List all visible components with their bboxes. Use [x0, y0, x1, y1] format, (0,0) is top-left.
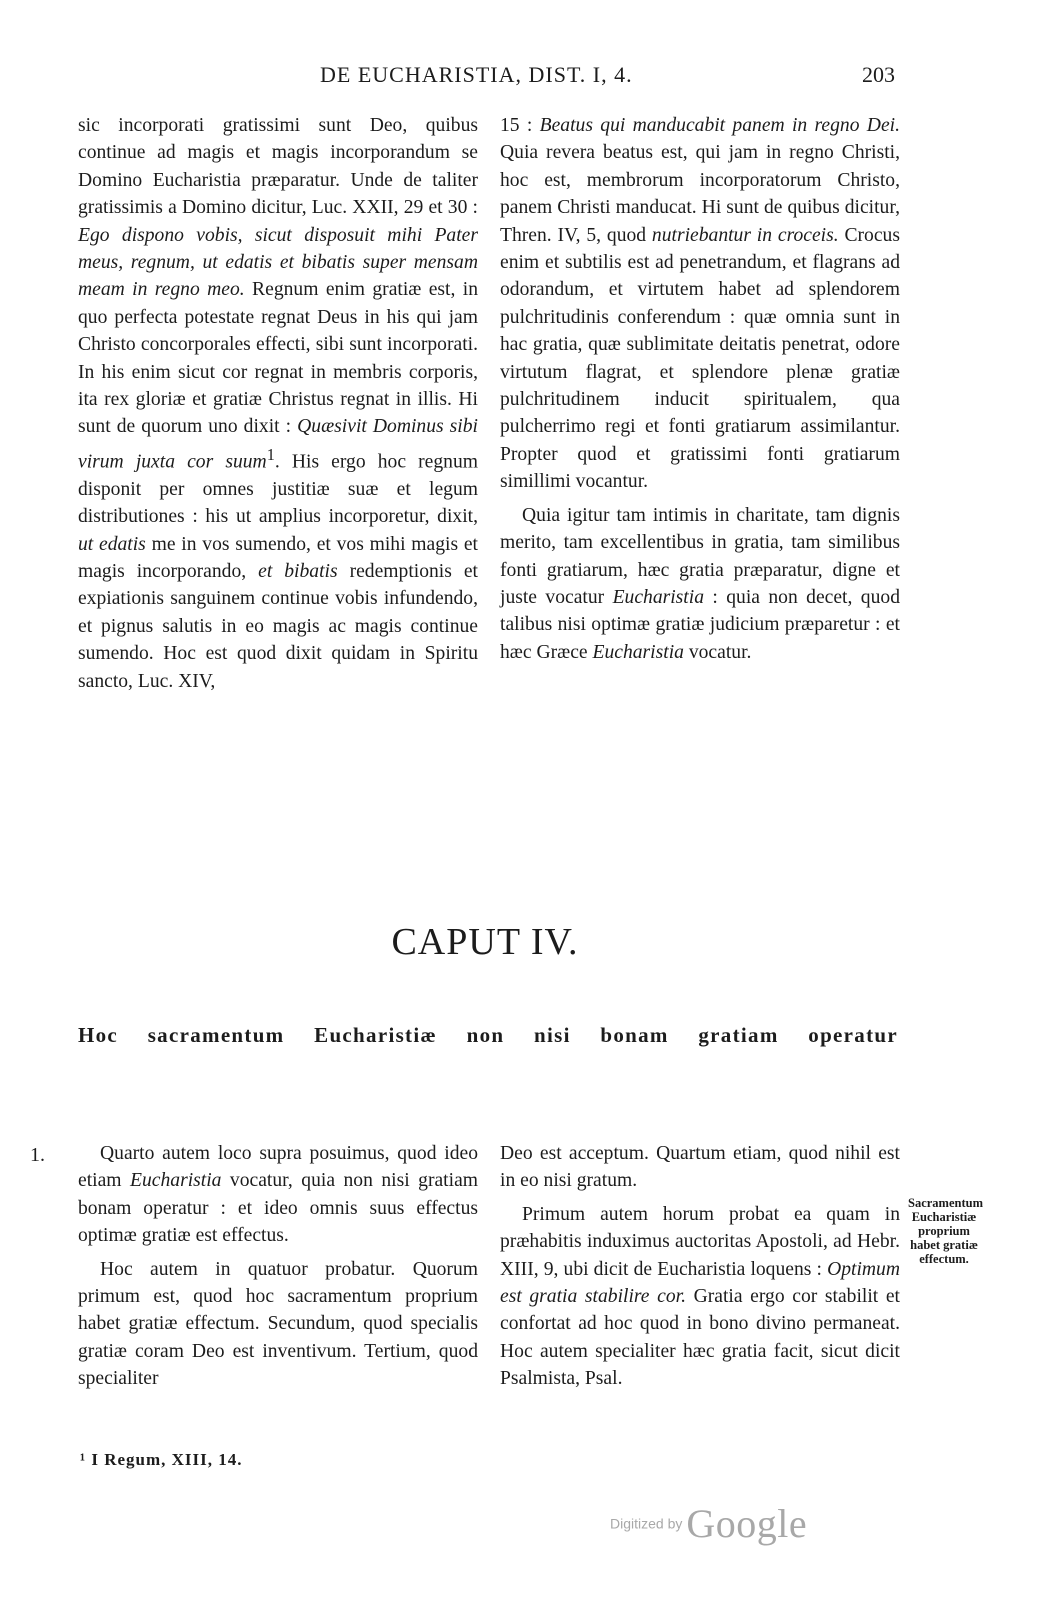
- left-column-top: [78, 112, 478, 695]
- digitized-watermark: [610, 1500, 807, 1547]
- paragraph: Quia igitur tam intimis in charitate, tam dignis merito, tam excellentibus in gratia, tam similibus fonti gratiarum, hæc gratia præparatur, digne et juste vocatur Eucharistia : quia non decet, quod talibus nisi optimæ gratiæ judicium præparetur : et hæc Græce Eucharistia vocatur.: [500, 504, 900, 663]
- section-number: 1.: [30, 1144, 45, 1166]
- margin-note: Sacramentum Eucharistiæ proprium habet gratiæ effectum.: [908, 1196, 983, 1266]
- paragraph: Hoc autem in quatuor probatur. Quorum primum est, quod hoc sacramentum proprium habet gratiæ effectum. Secundum, quod specialis gratiæ coram Deo est inventivum. Tertium, quod specialiter: [78, 1258, 478, 1390]
- running-head: DE EUCHARISTIA, DIST. I, 4.: [320, 62, 633, 87]
- chapter-subtitle: Hoc sacramentum Eucharistiæ non nisi bonam gratiam operatur: [78, 1023, 898, 1047]
- footnote: ¹ I Regum, XIII, 14.: [80, 1450, 243, 1469]
- watermark-prefix: Digitized by: [610, 1515, 683, 1532]
- paragraph: Primum autem horum probat ea quam in præhabitis induximus auctoritas Apostoli, ad Hebr. XIII, 9, ubi dicit de Eucharistia loquens : Optimum est gratia stabilire cor. Gratia ergo cor stabilit et confortat ad hoc quod in bono divino permaneat. Hoc autem specialiter hæc gratia facit, sicut dicit Psalmista, Psal.: [500, 1203, 900, 1390]
- right-column-top: [500, 112, 900, 666]
- page-number: 203: [862, 62, 895, 87]
- paragraph: Quarto autem loco supra posuimus, quod ideo etiam Eucharistia vocatur, quia non nisi gratiam bonam operatur : et ideo omnis suus effectus optimæ gratiæ est effectus.: [78, 1143, 479, 1247]
- google-logo: Google: [686, 1501, 808, 1546]
- paragraph: Deo est acceptum. Quartum etiam, quod nihil est in eo nisi gratum.: [500, 1143, 900, 1192]
- left-column-bottom: [78, 1140, 478, 1393]
- chapter-title: CAPUT IV.: [391, 921, 579, 963]
- paragraph: 15 : Beatus qui manducabit panem in regno Dei. Quia revera beatus est, qui jam in regno Christi, hoc est, membrorum incorporatorum Christo, panem Christi manducat. Hi sunt de quibus dicitur, Thren. IV, 5, quod nutriebantur in croceis. Crocus enim et subtilis est ad penetrandum, et flagrans ad odorandum, et virtutem habet ad splendorem pulchritudinis conferendum : quæ omnia sunt in hac gratia, quæ sublimitate deitatis penetrat, odore virtutum flagrat, et splendore plenæ gratiæ pulchritudinem inducit spiritualem, qua pulcherrimo regi et fonti gratiarum assimilantur. Propter quod et gratissimi fonti gratiarum simillimi vocantur.: [500, 115, 900, 493]
- footnote-ref: 1: [266, 444, 275, 464]
- right-column-bottom: [500, 1140, 900, 1393]
- paragraph: sic incorporati gratissimi sunt Deo, quibus continue ad magis et magis incorporandum se Domino Eucharistia præparatur. Unde de taliter gratissimis a Domino dicitur, Luc. XXII, 29 et 30 : Ego dispono vobis, sicut disposuit mihi Pater meus, regnum, ut edatis et bibatis super mensam meam in regno meo. Regnum enim gratiæ est, in quo perfecta potestate regnat Deus in his qui jam Christo concorporales effecti, sibi sunt incorporati. In his enim sicut cor regnat in membris corporis, ita rex gloriæ et gratiæ Christus regnat in illis. Hi sunt de quorum uno dixit : Quæsivit Dominus sibi virum juxta cor suum$^1$. His ergo hoc regnum disponit per omnes justitiæ suæ et legum distributiones : his ut amplius incorporetur, dixit, ut edatis me in vos sumendo, et vos mihi magis et magis incorporando, et bibatis redemptionis et expiationis sanguinem continue vobis infundendo, et pignus salutis in eo magis ac magis continue sumendo. Hoc est quod dixit quidam in Spiritu sancto, Luc. XIV,: [78, 115, 478, 692]
